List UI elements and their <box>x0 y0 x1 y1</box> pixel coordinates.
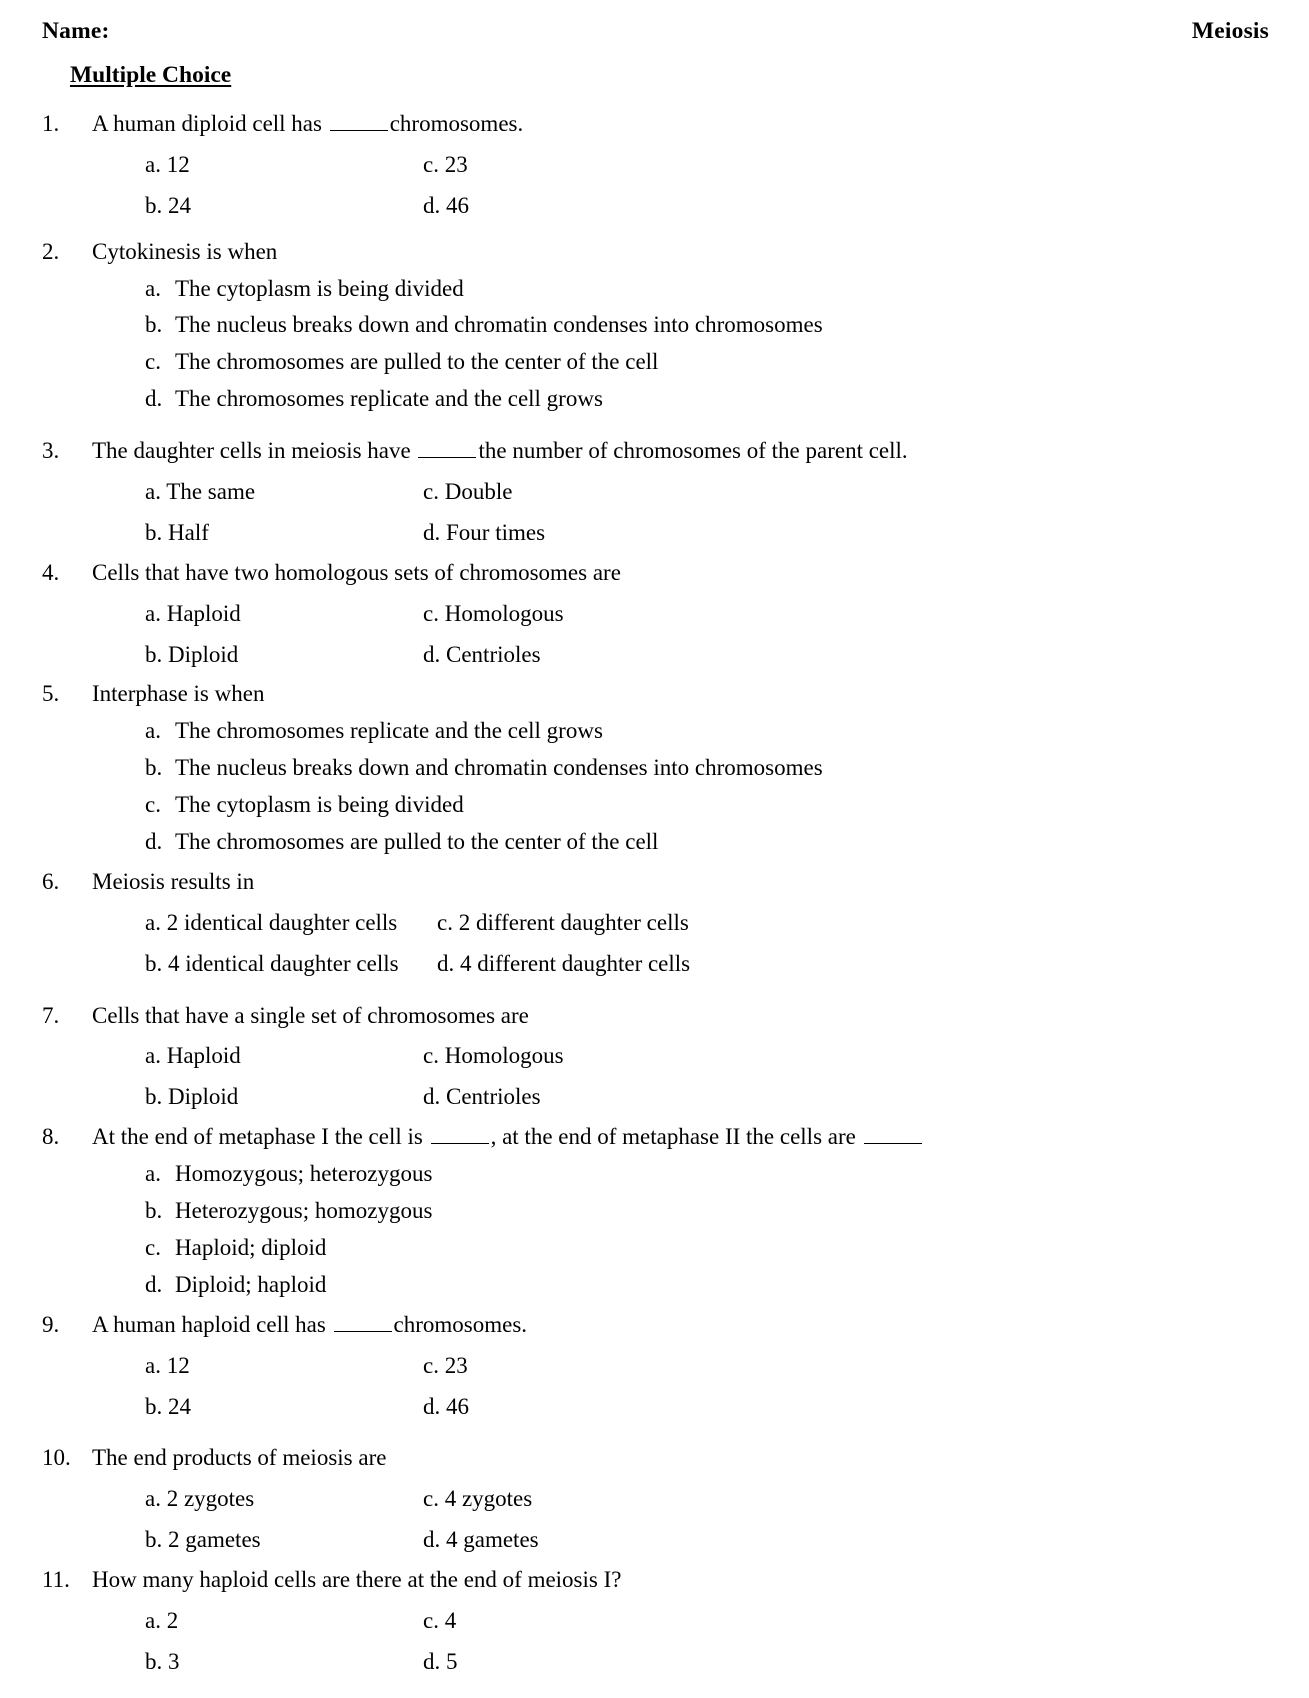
question-text <box>92 867 1277 897</box>
answer-option-label: d. <box>145 386 163 412</box>
answer-option-text: Homozygous; heterozygous <box>175 1161 433 1187</box>
answer-option-text: The chromosomes replicate and the cell grows <box>175 718 603 744</box>
answer-row <box>145 1647 1277 1677</box>
question-number: 10. <box>42 1445 71 1471</box>
question-stem <box>32 1122 1277 1152</box>
answer-option-text: Diploid; haploid <box>175 1271 327 1297</box>
question-spacer <box>32 1555 1277 1565</box>
answer-option[interactable]: c. 4 <box>423 1607 457 1633</box>
question-stem <box>32 679 1277 709</box>
question-text <box>92 436 1277 466</box>
answer-option[interactable] <box>145 1233 1277 1263</box>
answer-option[interactable]: b. 24 <box>145 192 191 218</box>
answer-option-label: b. <box>145 312 163 338</box>
answer-option[interactable]: c. 2 different daughter cells <box>437 909 689 935</box>
question-block <box>32 436 1277 558</box>
question-spacer <box>32 1112 1277 1122</box>
question-stem <box>32 1310 1277 1340</box>
question-spacer <box>32 669 1277 679</box>
answer-option[interactable]: d. Four times <box>423 519 546 545</box>
answer-option-label: d. <box>145 829 163 855</box>
question-stem <box>32 436 1277 466</box>
question-text <box>92 109 1277 139</box>
fill-in-blank[interactable] <box>418 457 476 458</box>
question-block <box>32 867 1277 1001</box>
answer-option[interactable] <box>145 827 1277 857</box>
answer-option[interactable]: d. 46 <box>423 1393 469 1419</box>
answer-option[interactable]: d. 4 gametes <box>423 1527 539 1553</box>
question-text-after-blank: , at the end of metaphase II the cells are <box>490 1124 856 1150</box>
answer-option[interactable]: b. Diploid <box>145 641 239 667</box>
answer-option-label: a. <box>145 275 161 301</box>
question-text-after-blank: the number of chromosomes of the parent cell. <box>478 438 908 464</box>
question-spacer <box>32 979 1277 1001</box>
answer-row <box>145 1082 1277 1112</box>
answer-option[interactable]: b. 4 identical daughter cells <box>145 950 399 976</box>
answer-option[interactable]: b. Half <box>145 519 209 545</box>
answer-option[interactable]: c. 23 <box>423 151 468 177</box>
question-spacer <box>32 1421 1277 1443</box>
answer-option[interactable]: c. Homologous <box>423 600 564 626</box>
fill-in-blank[interactable] <box>330 130 388 131</box>
question-block <box>32 1310 1277 1444</box>
question-number: 2. <box>42 238 60 264</box>
answer-option-text: The chromosomes are pulled to the center of the cell <box>175 349 659 375</box>
answer-option[interactable] <box>145 310 1277 340</box>
answer-option[interactable] <box>145 274 1277 304</box>
answer-option-label: a. <box>145 1161 161 1187</box>
question-text <box>92 679 1277 709</box>
question-spacer <box>32 1300 1277 1310</box>
question-spacer <box>32 221 1277 237</box>
answer-option[interactable]: b. 24 <box>145 1393 191 1419</box>
question-text-before-blank: The daughter cells in meiosis have <box>92 438 411 464</box>
question-block <box>32 1565 1277 1687</box>
answer-options <box>145 1041 1277 1112</box>
question-text <box>92 237 1277 267</box>
answer-option[interactable] <box>145 1196 1277 1226</box>
fill-in-blank-second[interactable] <box>864 1143 922 1144</box>
question-number: 6. <box>42 868 60 894</box>
answer-options <box>145 1351 1277 1422</box>
question-text-before-blank: Cytokinesis is when <box>92 238 278 264</box>
question-spacer <box>32 548 1277 558</box>
question-text <box>92 1443 1277 1473</box>
answer-option[interactable]: b. Diploid <box>145 1084 239 1110</box>
question-number: 8. <box>42 1124 60 1150</box>
section-heading-multiple-choice: Multiple Choice <box>70 62 232 88</box>
question-text-before-blank: A human haploid cell has <box>92 1311 326 1337</box>
answer-row <box>145 1525 1277 1555</box>
question-stem <box>32 1443 1277 1473</box>
question-block <box>32 1001 1277 1123</box>
question-stem <box>32 1565 1277 1595</box>
question-text-before-blank: Interphase is when <box>92 681 265 707</box>
question-text-before-blank: Meiosis results in <box>92 868 255 894</box>
question-number: 9. <box>42 1311 60 1337</box>
question-block <box>32 558 1277 680</box>
answer-option[interactable]: a. Haploid <box>145 600 241 626</box>
answer-option-text: The cytoplasm is being divided <box>175 275 464 301</box>
question-text <box>92 1565 1277 1595</box>
answer-option-label: c. <box>145 792 161 818</box>
question-text-before-blank: A human diploid cell has <box>92 111 322 136</box>
question-text <box>92 558 1277 588</box>
answer-row <box>145 477 1277 507</box>
answer-option[interactable] <box>145 716 1277 746</box>
question-number: 5. <box>42 681 60 707</box>
answer-option-text: Haploid; diploid <box>175 1234 327 1260</box>
answer-option[interactable]: d. Centrioles <box>423 641 541 667</box>
question-block <box>32 1443 1277 1565</box>
question-number: 7. <box>42 1002 60 1028</box>
answer-option[interactable]: a. 2 zygotes <box>145 1486 255 1512</box>
page-header <box>32 10 1277 45</box>
question-block <box>32 1122 1277 1309</box>
question-text <box>92 1122 1277 1152</box>
answer-options <box>145 274 1277 415</box>
answer-option[interactable] <box>145 1159 1277 1189</box>
answer-option-text: The nucleus breaks down and chromatin condenses into chromosomes <box>175 312 823 338</box>
question-text-after-blank: chromosomes. <box>393 1311 528 1337</box>
answer-option[interactable]: a. 12 <box>145 1352 190 1378</box>
answer-option[interactable]: d. Centrioles <box>423 1084 541 1110</box>
answer-options <box>145 1159 1277 1300</box>
answer-option[interactable] <box>145 753 1277 783</box>
question-stem <box>32 237 1277 267</box>
name-field-label: Name: <box>42 18 110 44</box>
answer-option-label: a. <box>145 718 161 744</box>
answer-option[interactable]: c. Homologous <box>423 1043 564 1069</box>
answer-option[interactable] <box>145 1270 1277 1300</box>
answer-options <box>145 599 1277 670</box>
question-text-before-blank: Cells that have two homologous sets of chromosomes are <box>92 559 621 585</box>
answer-option[interactable]: a. The same <box>145 479 256 505</box>
question-text-before-blank: How many haploid cells are there at the end of meiosis I? <box>92 1567 622 1593</box>
question-number: 11. <box>42 1567 70 1593</box>
answer-option-label: d. <box>145 1271 163 1297</box>
answer-option-text: The cytoplasm is being divided <box>175 792 464 818</box>
question-text-after-blank: chromosomes. <box>389 111 524 136</box>
answer-option[interactable]: a. 2 <box>145 1607 179 1633</box>
question-stem <box>32 867 1277 897</box>
question-block <box>32 109 1277 237</box>
question-list <box>32 109 1277 1687</box>
answer-row <box>145 1392 1277 1422</box>
answer-option-text: The chromosomes are pulled to the center of the cell <box>175 829 659 855</box>
answer-option[interactable]: b. 2 gametes <box>145 1527 261 1553</box>
answer-row <box>145 949 1277 979</box>
answer-row <box>145 1606 1277 1636</box>
answer-option-label: c. <box>145 1234 161 1260</box>
worksheet-topic-title: Meiosis <box>1191 18 1269 44</box>
answer-option[interactable]: d. 4 different daughter cells <box>437 950 691 976</box>
answer-row <box>145 599 1277 629</box>
answer-row <box>145 518 1277 548</box>
question-number: 4. <box>42 559 60 585</box>
fill-in-blank[interactable] <box>431 1143 489 1144</box>
answer-option[interactable]: b. 3 <box>145 1648 180 1674</box>
answer-option-label: b. <box>145 1198 163 1224</box>
answer-options <box>145 1484 1277 1555</box>
answer-options <box>145 150 1277 221</box>
question-spacer <box>32 857 1277 867</box>
answer-option[interactable]: d. 46 <box>423 192 469 218</box>
question-stem <box>32 558 1277 588</box>
question-stem <box>32 109 1277 139</box>
answer-row <box>145 908 1277 938</box>
question-text-before-blank: The end products of meiosis are <box>92 1445 387 1471</box>
answer-row <box>145 191 1277 221</box>
answer-option[interactable]: a. 12 <box>145 151 190 177</box>
answer-options <box>145 1606 1277 1677</box>
answer-options <box>145 477 1277 548</box>
question-text <box>92 1001 1277 1031</box>
question-number: 1. <box>42 111 60 136</box>
answer-option-label: b. <box>145 755 163 781</box>
answer-options <box>145 716 1277 857</box>
answer-row <box>145 150 1277 180</box>
answer-option-text: The chromosomes replicate and the cell grows <box>175 386 603 412</box>
answer-option[interactable]: c. 4 zygotes <box>423 1486 533 1512</box>
answer-row <box>145 1484 1277 1514</box>
question-number: 3. <box>42 438 60 464</box>
question-block <box>32 679 1277 866</box>
answer-option-text: The nucleus breaks down and chromatin condenses into chromosomes <box>175 755 823 781</box>
answer-option[interactable]: c. Double <box>423 479 513 505</box>
answer-option-text: Heterozygous; homozygous <box>175 1198 433 1224</box>
answer-option-label: c. <box>145 349 161 375</box>
answer-option[interactable] <box>145 790 1277 820</box>
answer-option[interactable]: c. 23 <box>423 1352 468 1378</box>
answer-row <box>145 1041 1277 1071</box>
answer-option[interactable] <box>145 347 1277 377</box>
answer-row <box>145 640 1277 670</box>
answer-row <box>145 1351 1277 1381</box>
question-text-before-blank: At the end of metaphase I the cell is <box>92 1124 423 1150</box>
fill-in-blank[interactable] <box>334 1331 392 1332</box>
answer-option[interactable]: a. 2 identical daughter cells <box>145 909 398 935</box>
answer-option[interactable]: a. Haploid <box>145 1043 241 1069</box>
question-spacer <box>32 1677 1277 1687</box>
question-spacer <box>32 414 1277 436</box>
answer-option[interactable] <box>145 384 1277 414</box>
question-block <box>32 237 1277 436</box>
answer-options <box>145 908 1277 979</box>
question-text <box>92 1310 1277 1340</box>
question-stem <box>32 1001 1277 1031</box>
answer-option[interactable]: d. 5 <box>423 1648 458 1674</box>
question-text-before-blank: Cells that have a single set of chromosomes are <box>92 1002 529 1028</box>
